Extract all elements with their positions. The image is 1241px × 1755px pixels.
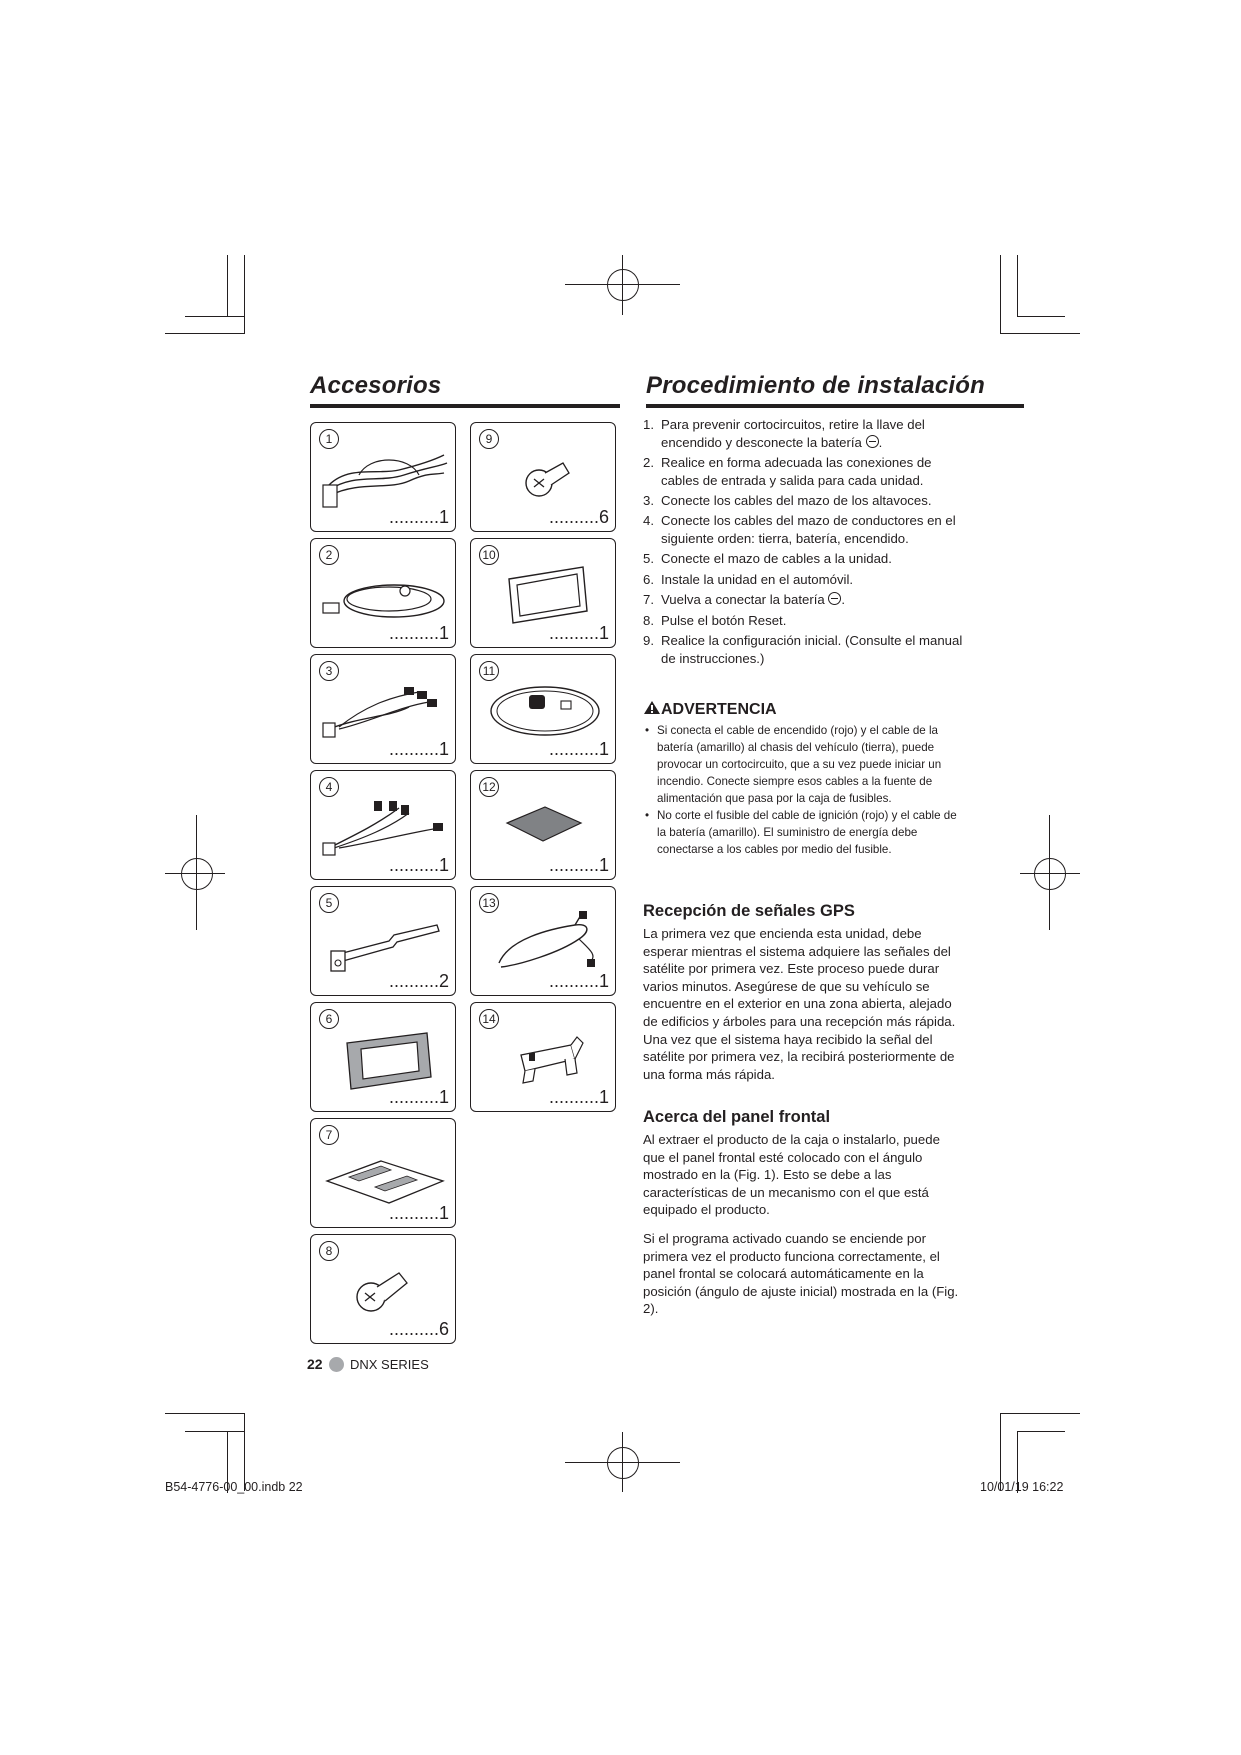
item-number: 9 [479,429,499,449]
warning-triangle-icon [643,700,661,715]
accessory-item-12 [470,770,616,880]
item-quantity: ..........1 [548,623,609,643]
list-item: 2. Realice en forma adecuada las conexiones de cables de entrada y salida para cada unidad. [643,454,932,488]
list-item: • Si conecta el cable de encendido (rojo) y el cable de la batería (amarillo) al chasis del vehículo (tierra), puede provocar un cortocircuito, que a su vez puede iniciar un incendio. Conecte siempre esos cables a la fuente de alimentación que pasa por la caja de fusibles. [643,722,963,807]
accessory-item-3 [310,654,456,764]
list-item: 9. Realice la configuración inicial. (Consulte el manual de instrucciones.) [643,632,963,666]
accessory-item-4 [310,770,456,880]
installation-steps [643,416,963,670]
item-quantity: ..........1 [388,507,449,527]
list-item: 3. Conecte los cables del mazo de los altavoces. [643,492,932,508]
cord-clamp-icon [479,1025,609,1095]
sheet-icon [319,1141,449,1211]
item-number: 3 [319,661,339,681]
item-quantity: ..........1 [388,739,449,759]
item-number: 2 [319,545,339,565]
list-item: 5. Conecte el mazo de cables a la unidad. [643,551,892,567]
extraction-key-icon [319,909,449,979]
list-item: 1. Para prevenir cortocircuitos, retire la llave del encendido y desconecte la batería . [643,417,925,450]
item-number: 6 [319,1009,339,1029]
item-number: 11 [479,661,499,681]
list-item: 8. Pulse el botón Reset. [643,612,787,628]
date-slug: 10/01/19 16:22 [980,1480,1064,1494]
panel-paragraph-1: Al extraer el producto de la caja o instalarlo, puede que el panel frontal esté colocado con el ángulo mostrado en la (Fig. 1). Esto se debe a las características de un mecanismo con el que está equipado el producto. [643,1132,940,1218]
accessory-item-14 [470,1002,616,1112]
item-number: 4 [319,777,339,797]
battery-negative-icon [828,592,841,605]
accesorios-heading: Accesorios [310,372,442,399]
page-number: 22 [307,1356,323,1372]
item-quantity: ..........1 [388,623,449,643]
heading-rule [646,404,1024,408]
list-item: 7. Vuelva a conectar la batería . [643,592,846,608]
item-quantity: ..........1 [548,971,609,991]
item-number: 5 [319,893,339,913]
rca-cable-icon [319,793,449,863]
gps-heading: Recepción de señales GPS [643,902,855,920]
warning-heading: ADVERTENCIA [643,700,777,719]
screw-icon [319,1257,449,1327]
pad-icon [479,793,609,863]
item-quantity: ..........6 [548,507,609,527]
item-number: 14 [479,1009,499,1029]
item-quantity: ..........2 [388,971,449,991]
item-number: 7 [319,1125,339,1145]
file-slug: B54-4776-00_00.indb 22 [165,1480,303,1494]
accessory-item-9 [470,422,616,532]
procedimiento-heading: Procedimiento de instalación [646,372,986,399]
screw-icon [479,445,609,515]
frame-icon [479,561,609,631]
item-quantity: ..........1 [548,855,609,875]
accessory-item-10 [470,538,616,648]
battery-negative-icon [866,435,879,448]
accessory-item-11 [470,654,616,764]
item-number: 10 [479,545,499,565]
item-number: 8 [319,1241,339,1261]
accessory-item-1 [310,422,456,532]
item-quantity: ..........1 [388,1203,449,1223]
accessory-item-6 [310,1002,456,1112]
rca-cable-icon [319,677,449,747]
cable-icon [319,561,449,631]
warning-list [643,722,963,858]
list-item: 4. Conecte los cables del mazo de conductores en el siguiente orden: tierra, batería, encendido. [643,513,956,546]
item-quantity: ..........1 [548,1087,609,1107]
panel-paragraph-2: Si el programa activado cuando se enciende por primera vez el producto funciona correctamente, el panel frontal se colocará automáticamente en la posición (ángulo de ajuste inicial) mostrada en la (Fig. 2). [643,1231,959,1317]
item-number: 1 [319,429,339,449]
series-label: DNX SERIES [350,1357,429,1372]
item-quantity: ..........1 [388,1087,449,1107]
item-quantity: ..........6 [388,1319,449,1339]
heading-rule [310,404,620,408]
accessory-item-7 [310,1118,456,1228]
gps-antenna-icon [479,677,609,747]
item-quantity: ..........1 [548,739,609,759]
item-number: 12 [479,777,499,797]
bullet-dot-icon [329,1357,344,1372]
gps-paragraph: La primera vez que encienda esta unidad, debe esperar mientras el sistema adquiere las señales del satélite por primera vez. Este proceso puede durar varios minutos. Asegúrese de que su vehículo se encuentre en el exterior en una zona abierta, alejado de edificios y árboles para una recepción más rápida. Una vez que el sistema haya recibido la señal del satélite por primera vez, la recibirá posteriormente de una forma más rápida. [643,926,956,1082]
list-item: • No corte el fusible del cable de ignición (rojo) y el cable de la batería (amarillo). El suministro de energía debe conectarse a los cables por medio del fusible. [643,807,963,858]
accessory-item-13 [470,886,616,996]
accessory-item-5 [310,886,456,996]
panel-heading: Acerca del panel frontal [643,1108,831,1126]
accessory-item-8 [310,1234,456,1344]
trim-plate-icon [319,1025,449,1095]
wire-harness-icon [319,445,449,515]
item-number: 13 [479,893,499,913]
accessory-item-2 [310,538,456,648]
item-quantity: ..........1 [388,855,449,875]
cable-icon [479,909,609,979]
list-item: 6. Instale la unidad en el automóvil. [643,571,854,587]
